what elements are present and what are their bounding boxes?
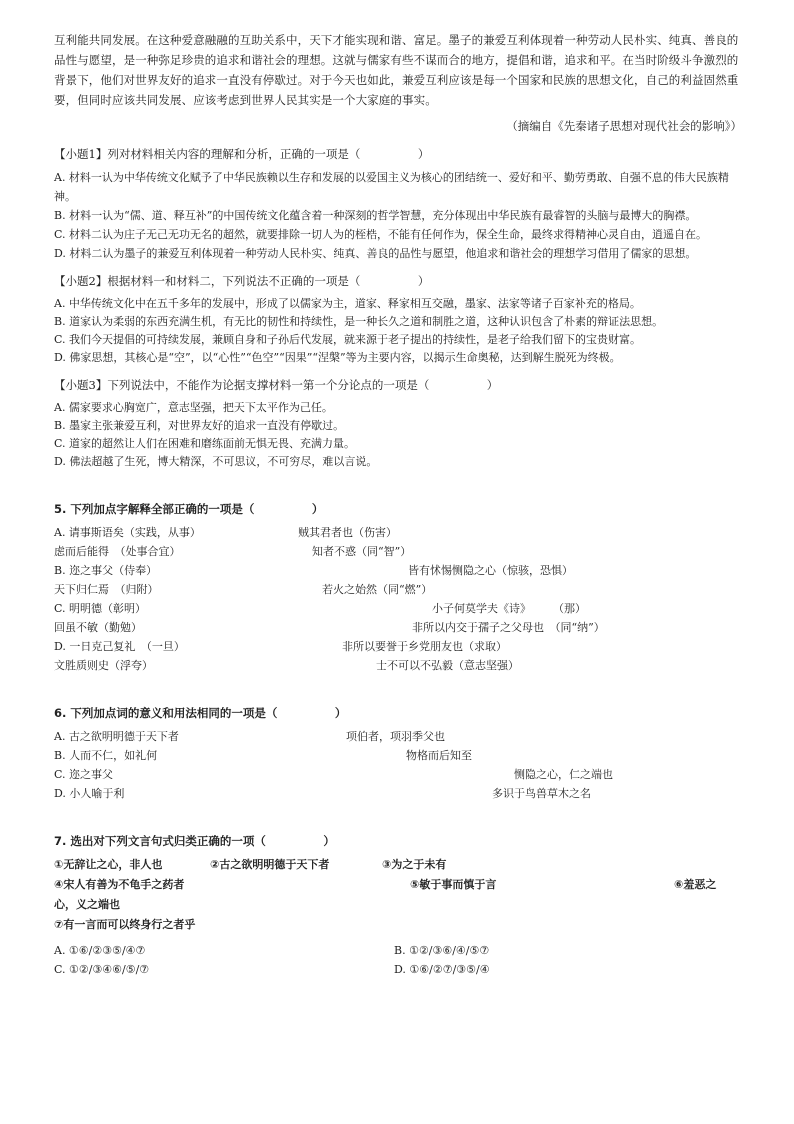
q6-right: 项伯者，项羽季父也	[346, 730, 445, 743]
document-page	[54, 30, 742, 979]
sub3-option-c: C. 道家的超然让人们在困难和磨练面前无惧无畏、充满力量。	[54, 437, 356, 450]
q7-item: ③为之于未有	[382, 858, 447, 871]
q5-left: 文胜质则史（浮夸）	[54, 659, 153, 672]
q6-left: C. 迩之事父	[54, 768, 114, 781]
q6-left: D. 小人喻于利	[54, 787, 125, 800]
q7-items-row	[54, 895, 742, 915]
sub1-title: 【小题1】列对材料相关内容的理解和分析，正确的一项是（ ）	[54, 147, 430, 161]
q7-item: ①无辞让之心，非人也	[54, 858, 163, 871]
q5-right: 若火之始然（同“燃”）	[322, 583, 433, 596]
q7-item: ⑥羞恶之	[674, 878, 717, 891]
q5-left: C. 明明德（彰明）	[54, 602, 147, 615]
q5-row	[54, 599, 742, 618]
q5-right: 贼其君者也（伤害）	[298, 526, 397, 539]
q5-right: 士不可以不弘毅（意志坚强）	[376, 659, 519, 672]
q6-left: B. 人而不仁，如礼何	[54, 749, 158, 762]
q7-item: ④宋人有善为不龟手之药者	[54, 878, 185, 891]
q6-row	[54, 784, 742, 803]
q6-right: 多识于鸟兽草木之名	[492, 787, 591, 800]
q5-right: 知者不惑（同“智”）	[312, 545, 412, 558]
q5-right: 非所以内交于孺子之父母也 （同“纳”）	[412, 621, 605, 634]
passage-text: 互利能共同发展。在这种爱意融融的互助关系中，天下才能实现和谐、富足。墨子的兼爱互利体现着一种劳动人民朴实、纯真、善良的品性与愿望，是一种弥足珍贵的追求和谐社会的理想。这就与儒家有些不谋而合的地方，提倡和谐，追求和平。在当时阶级斗争激烈的背景下，他们对世界友好的追求一直没有停歇过。对于今天也如此，兼爱互利应该是每一个国家和民族的思想文化，自己的利益固然重要，但同时应该共同发展、应该考虑到世界人民其实是一个大家庭的事实。	[54, 33, 739, 107]
q5-row	[54, 656, 742, 675]
q7-answer-d: D. ①⑥/②⑦/③⑤/④	[394, 963, 490, 976]
q5-left: 虑而后能得 （处事合宜）	[54, 545, 181, 558]
sub1-option-a: A. 材料一认为中华传统文化赋予了中华民族赖以生存和发展的以爱国主义为核心的团结统一、爱好和平、勤劳勇敢、自强不息的伟大民族精神。	[54, 171, 729, 203]
sub1-option-c: C. 材料二认为庄子无己无功无名的超然，就要排除一切人为的桎梏，不能有任何作为，保全生命，最终求得精神心灵自由，逍遥自在。	[54, 228, 708, 241]
sub2-option-a: A. 中华传统文化中在五千多年的发展中，形成了以儒家为主，道家、释家相互交融，墨家、法家等诸子百家补充的格局。	[54, 297, 641, 310]
q7-item: ⑤敏于事而慎于言	[410, 878, 497, 891]
q5-row	[54, 523, 742, 542]
q5-right: 皆有怵惕恻隐之心（惊骇，恐惧）	[408, 564, 573, 577]
sub3-title: 【小题3】下列说法中，不能作为论据支撑材料一第一个分论点的一项是（ ）	[54, 378, 499, 392]
q7-answer-a: A. ①⑥/②③⑤/④⑦	[54, 944, 146, 957]
q5-right: 非所以要誉于乡党朋友也（求取）	[342, 640, 507, 653]
sub2-option-b: B. 道家认为柔弱的东西充满生机，有无比的韧性和持续性，是一种长久之道和制胜之道，这种认识包含了朴素的辩证法思想。	[54, 315, 664, 328]
q7-answers-row	[54, 941, 742, 960]
q5-left: 天下归仁焉 （归附）	[54, 583, 159, 596]
q6-row	[54, 727, 742, 746]
sub1-option-b: B. 材料一认为“儒、道、释互补”的中国传统文化蕴含着一种深刻的哲学智慧，充分体现出中华民族有最睿智的头脑与最博大的胸襟。	[54, 209, 697, 222]
q5-right: 小子何莫学夫《诗》 （那）	[432, 602, 586, 615]
sub2-option-c: C. 我们今天提倡的可持续发展，兼顾自身和子孙后代发展，就来源于老子提出的持续性，是老子给我们留下的宝贵财富。	[54, 333, 642, 346]
q7-items-row	[54, 875, 742, 895]
q5-left: 回虽不敏（勤勉）	[54, 621, 142, 634]
sub3-option-d: D. 佛法超越了生死，博大精深，不可思议，不可穷尽，难以言说。	[54, 455, 378, 468]
passage-source: （摘编自《先秦诸子思想对现代社会的影响》）	[506, 119, 742, 133]
q7-title: 7. 选出对下列文言句式归类正确的一项（ ）	[54, 834, 335, 848]
q6-right: 物格而后知至	[406, 749, 472, 762]
q7-answer-c: C. ①②/③④⑥/⑤/⑦	[54, 963, 150, 976]
q5-left: D. 一日克己复礼 （一旦）	[54, 640, 185, 653]
q5-row	[54, 618, 742, 637]
q7-answers-row	[54, 960, 742, 979]
q5-row	[54, 637, 742, 656]
q7-item: 心，义之端也	[54, 898, 120, 911]
sub3-option-b: B. 墨家主张兼爱互利，对世界友好的追求一直没有停歇过。	[54, 419, 345, 432]
q6-row	[54, 746, 742, 765]
q5-left: A. 请事斯语矣（实践，从事）	[54, 526, 201, 539]
sub2-title: 【小题2】根据材料一和材料二，下列说法不正确的一项是（ ）	[54, 274, 430, 288]
q7-item: ②古之欲明明德于天下者	[210, 858, 330, 871]
q6-title: 6. 下列加点词的意义和用法相同的一项是（ ）	[54, 706, 347, 720]
q5-title: 5. 下列加点字解释全部正确的一项是（ ）	[54, 502, 324, 516]
q6-row	[54, 765, 742, 784]
q7-items-row	[54, 855, 742, 875]
q6-left: A. 古之欲明明德于天下者	[54, 730, 179, 743]
q6-right: 恻隐之心，仁之端也	[514, 768, 613, 781]
sub1-option-d: D. 材料二认为墨子的兼爱互利体现着一种劳动人民朴实、纯真、善良的品性与愿望，他追求和谐社会的理想学习借用了儒家的思想。	[54, 247, 697, 260]
sub2-option-d: D. 佛家思想，其核心是“空”，以“心性”“色空”“因果”“涅槃”等为主要内容，以揭示生命奥秘，达到解生脱死为终极。	[54, 351, 621, 364]
q5-row	[54, 561, 742, 580]
sub3-option-a: A. 儒家要求心胸宽广，意志坚强，把天下太平作为己任。	[54, 401, 333, 414]
q7-answer-b: B. ①②/③⑥/④/⑤⑦	[394, 944, 490, 957]
q7-items-row	[54, 915, 742, 935]
q5-left: B. 迩之事父（侍奉）	[54, 564, 158, 577]
q5-row	[54, 542, 742, 561]
q7-item: ⑦有一言而可以终身行之者乎	[54, 918, 196, 931]
q5-row	[54, 580, 742, 599]
